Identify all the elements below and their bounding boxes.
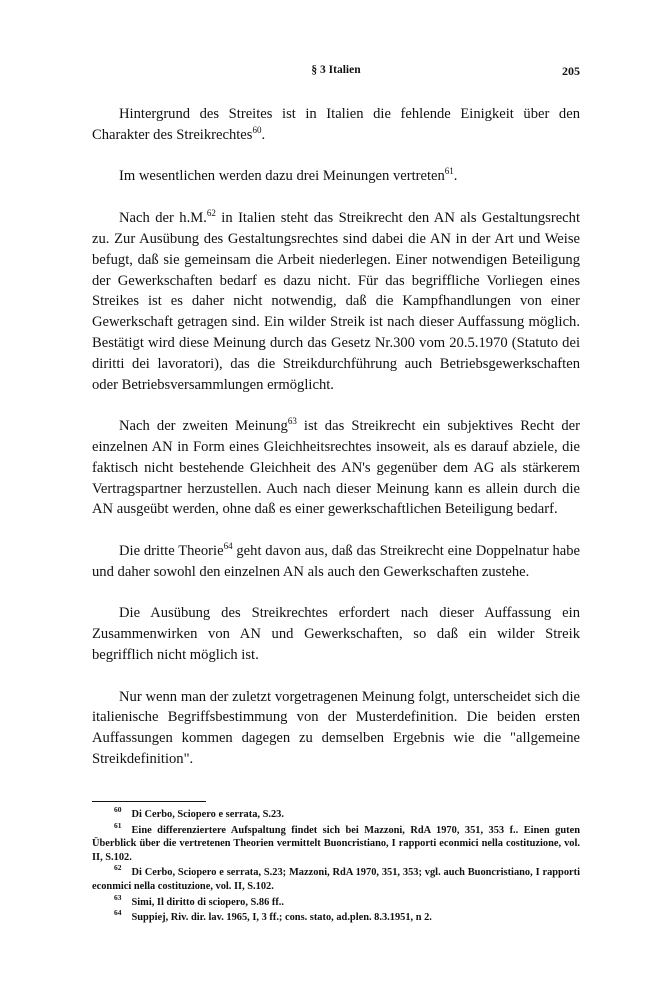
footnote-text: Di Cerbo, Sciopero e serrata, S.23; Mazzoni, RdA 1970, 351, 353; vgl. auch Buoncristiano, I rapporti econmici nella costituzione, vol. II, S.102. (92, 867, 580, 892)
footnote: 60 Di Cerbo, Sciopero e serrata, S.23. (114, 805, 284, 820)
footnote: 64 Suppiej, Riv. dir. lav. 1965, I, 3 ff.; cons. stato, ad.plen. 8.3.1951, n 2. (114, 908, 432, 924)
paragraph-text: . (261, 126, 266, 143)
paragraph-text: geht davon aus, daß das Streikrecht eine Doppelnatur habe und daher sowohl den einzelnen AN als auch den Gewerkschaften zustehe. (92, 542, 580, 580)
paragraph (92, 166, 580, 187)
footnote-separator (92, 801, 206, 802)
running-header (92, 64, 580, 84)
paragraph-text: Nach der zweiten Meinung (119, 418, 288, 435)
page-number: 205 (562, 64, 580, 78)
paragraph (92, 603, 580, 665)
paragraph-text: Nur wenn man der zuletzt vorgetragenen Meinung folgt, unterscheidet sich die italienische Begriffsbestimmung von der Musterdefinition. Die beiden ersten Auffassungen kommen dagegen zu demselben Ergebnis wie die "allgemeine Streikdefinition". (92, 688, 580, 767)
paragraph-text: Nach der h.M. (119, 210, 207, 227)
paragraph-text: Die dritte Theorie (119, 542, 224, 559)
paragraph-text: Die Ausübung des Streikrechtes erfordert nach dieser Auffassung ein Zusammenwirken von AN und Gewerkschaften, so daß ein wilder Streik begrifflich nicht möglich ist. (92, 605, 580, 663)
footnote-text: Simi, Il diritto di sciopero, S.86 ff.. (131, 896, 284, 908)
footnote-reference: 60 (252, 124, 262, 135)
footnote-reference: 64 (223, 541, 233, 552)
paragraph (92, 687, 580, 770)
paragraph-text: Im wesentlichen werden dazu drei Meinungen vertreten (119, 168, 445, 185)
footnote-reference: 61 (444, 166, 454, 177)
footnote-reference: 62 (206, 208, 216, 219)
footnotes (92, 805, 580, 927)
paragraph (92, 416, 580, 520)
paragraph-text: ist das Streikrecht ein subjektives Recht der einzelnen AN in Form eines Gleichheitsrechtes insoweit, als es darauf abziele, die faktisch nicht bestehende Gleichheit des AN's gegenüber dem AG als stärkerem Vertragspartner herzustellen. Auch nach dieser Meinung kann es allein durch die AN ausgeübt werden, ohne daß es einer gewerkschaftlichen Beteiligung bedarf. (92, 418, 580, 518)
body-text (92, 104, 580, 791)
paragraph-text: in Italien steht das Streikrecht den AN als Gestaltungsrecht zu. Zur Ausübung des Gestaltungsrechtes sind dabei die AN in der Art und Weise befugt, daß sie gemeinsam die Arbeit niederlegen. Einer notwendigen Beteiligung der Gewerkschaften bedarf es dazu nicht. Für das begriffliche Vorliegen eines Streikes ist es daher nicht notwendig, daß die Kampfhandlungen von einer Gewerkschaft getragen sind. Ein wilder Streik ist nach dieser Auffassung möglich. Bestätigt wird diese Meinung durch das Gesetz Nr.300 vom 20.5.1970 (Statuto dei diritti dei lavoratori), das die Streikdurchführung auch Betriebsgewerkschaften oder Betriebsversammlungen ermöglicht. (92, 210, 580, 393)
footnote-text: Di Cerbo, Sciopero e serrata, S.23. (131, 809, 284, 820)
footnote-text: Suppiej, Riv. dir. lav. 1965, I, 3 ff.; cons. stato, ad.plen. 8.3.1951, n 2. (131, 912, 432, 924)
footnote-reference: 63 (287, 416, 297, 427)
paragraph-text: . (453, 168, 458, 185)
footnote-text: Eine differenziertere Aufspaltung findet sich bei Mazzoni, RdA 1970, 351, 353 f.. Einen guten Überblick über die vertretenen Theorien vermittelt Buoncristiano, I rapporti econmici nella costituzione, vol. II, S.102. (92, 824, 580, 863)
running-title: § 3 Italien (311, 64, 361, 76)
paragraph (92, 541, 580, 583)
footnote: 61 Eine differenziertere Aufspaltung findet sich bei Mazzoni, RdA 1970, 351, 353 f.. Einen guten Überblick über die vertretenen Theorien vermittelt Buoncristiano, I rapporti econmici nella costituzione, vol. II, S.102. (92, 820, 580, 863)
paragraph-text: Hintergrund des Streites ist in Italien die fehlende Einigkeit über den Charakter des Streikrechtes (92, 106, 580, 143)
paragraph (92, 104, 580, 146)
footnote: 62 Di Cerbo, Sciopero e serrata, S.23; Mazzoni, RdA 1970, 351, 353; vgl. auch Buoncristiano, I rapporti econmici nella costituzione, vol. II, S.102. (92, 863, 580, 892)
paragraph (92, 208, 580, 395)
footnote: 63 Simi, Il diritto di sciopero, S.86 ff.. (114, 892, 284, 908)
